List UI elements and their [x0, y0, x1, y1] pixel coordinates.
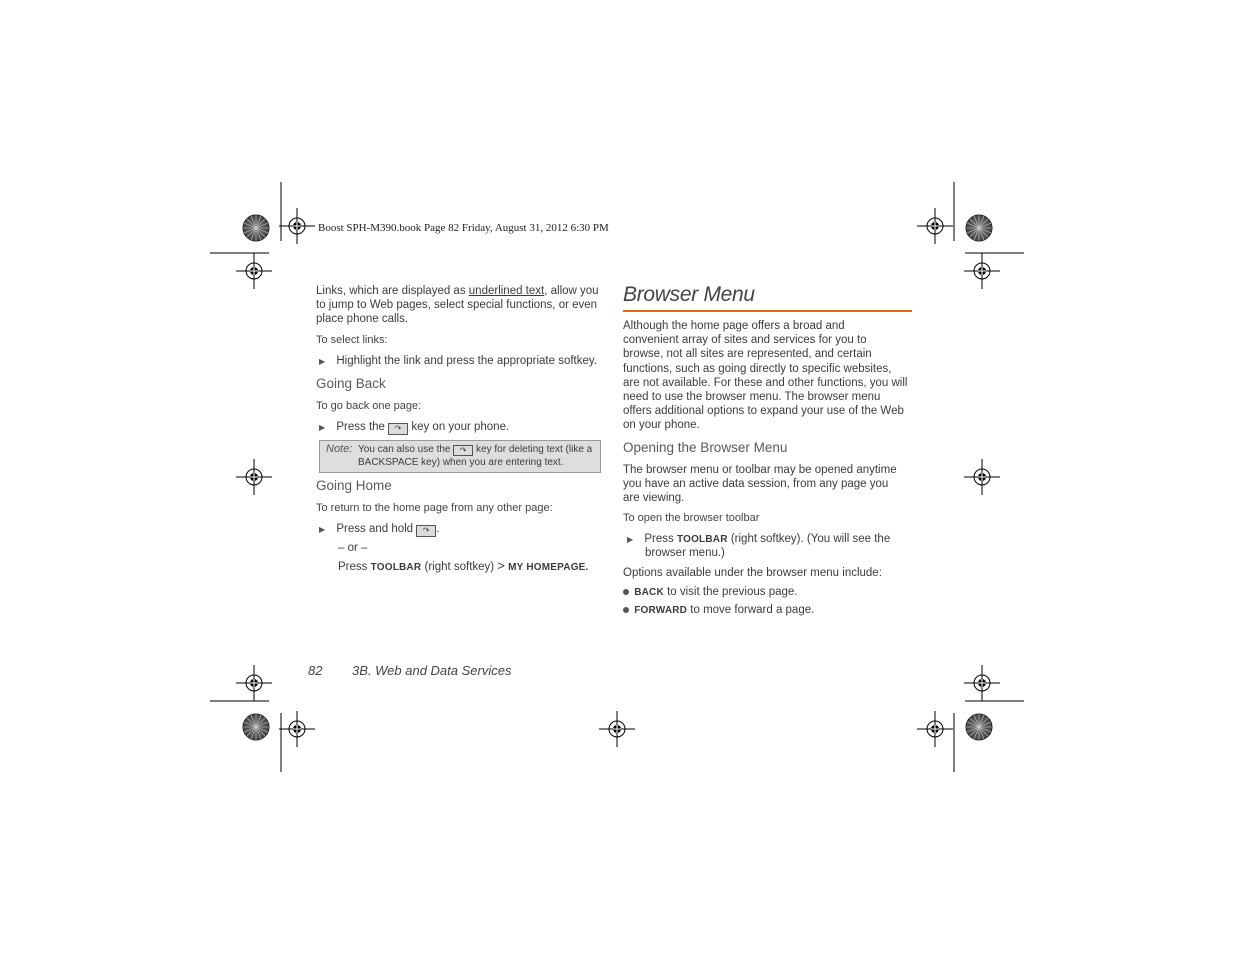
going-back-heading: Going Back: [316, 376, 386, 391]
bullet-dot-icon: [623, 589, 629, 595]
para-line: are viewing.: [623, 492, 685, 505]
opening-browser-menu-heading: Opening the Browser Menu: [623, 440, 788, 455]
note-text: [358, 444, 592, 469]
para-line: on your phone.: [623, 419, 700, 432]
para-text: , allow you: [544, 285, 599, 297]
step-text: Press: [338, 561, 368, 573]
links-paragraph: [316, 284, 606, 327]
my-homepage-label: MY HOMEPAGE.: [508, 562, 589, 573]
para-line: The browser menu or toolbar may be opened anytime: [623, 464, 897, 476]
note-text-part: key for deleting text (like a: [476, 444, 593, 455]
bullet-dot-icon: [623, 607, 629, 613]
page-number: 82: [308, 663, 323, 678]
note-box: [319, 440, 601, 473]
para-line: need to use the browser menu. The browser menu: [623, 391, 881, 404]
step-text: .: [436, 523, 440, 535]
para-line: convenient array of sites and services for you to: [623, 334, 867, 347]
triangle-bullet-icon: ▶: [627, 535, 634, 544]
para-text: place phone calls.: [316, 313, 409, 326]
back-label: BACK: [634, 587, 664, 598]
opening-paragraph: [623, 463, 915, 506]
back-key-icon: ↷: [453, 445, 473, 456]
para-line: offers additional options to expand your use of the Web: [623, 405, 904, 418]
option-text: to move forward a page.: [690, 604, 815, 616]
or-separator: – or –: [338, 542, 368, 554]
triangle-bullet-icon: ▶: [319, 423, 326, 432]
option-back: [623, 585, 798, 600]
forward-label: FORWARD: [634, 605, 688, 616]
step-text: (right softkey). (You will see the: [730, 533, 891, 545]
going-back-intro: To go back one page:: [316, 400, 422, 412]
open-toolbar-step: [627, 532, 890, 547]
step-text: Press: [644, 533, 674, 545]
going-home-intro: To return to the home page from any other page:: [316, 502, 553, 514]
back-key-icon: ↷: [388, 423, 408, 435]
page-title: Browser Menu: [623, 283, 755, 306]
note-text-part: You can also use the: [358, 444, 451, 455]
open-toolbar-intro: To open the browser toolbar: [623, 512, 760, 524]
para-text: Links, which are displayed as: [316, 285, 469, 297]
option-forward: [623, 603, 814, 618]
para-line: are not available. For these and other functions, you will: [623, 376, 908, 389]
select-step: [319, 354, 597, 369]
going-back-step: [319, 420, 509, 435]
back-key-icon: ↷: [416, 525, 436, 537]
browser-menu-paragraph: [623, 319, 915, 433]
section-title: 3B. Web and Data Services: [352, 663, 512, 678]
toolbar-label: TOOLBAR: [676, 534, 728, 545]
triangle-bullet-icon: ▶: [319, 357, 326, 366]
options-intro: Options available under the browser menu include:: [623, 567, 882, 579]
step-text: Highlight the link and press the appropriate softkey.: [336, 355, 597, 367]
para-line: Although the home page offers a broad and: [623, 320, 845, 332]
title-rule: [623, 310, 912, 312]
select-links-intro: To select links:: [316, 334, 388, 346]
toolbar-label: TOOLBAR: [370, 562, 422, 573]
step-text: Press and hold: [336, 523, 414, 535]
menu-arrow: >: [497, 558, 505, 573]
underlined-text-example: underlined text: [468, 285, 545, 297]
book-slug: Boost SPH-M390.book Page 82 Friday, August 31, 2012 6:30 PM: [318, 222, 609, 234]
step-text: Press the: [336, 421, 385, 433]
para-text: to jump to Web pages, select special functions, or even: [316, 299, 598, 312]
note-text-part: BACKSPACE key) when you are entering text.: [358, 456, 564, 468]
para-line: browse, not all sites are represented, and certain: [623, 348, 872, 361]
going-home-heading: Going Home: [316, 478, 392, 493]
para-line: you have an active data session, from any page you: [623, 478, 889, 491]
step-text: key on your phone.: [411, 421, 510, 433]
open-toolbar-step-line2: browser menu.): [645, 547, 725, 559]
toolbar-homepage-step: [338, 559, 589, 575]
going-home-step: [319, 522, 439, 537]
step-text: (right softkey): [424, 561, 495, 573]
note-label: Note:: [326, 443, 353, 455]
option-text: to visit the previous page.: [667, 586, 798, 598]
triangle-bullet-icon: ▶: [319, 525, 326, 534]
para-line: functions, such as going directly to specific websites,: [623, 362, 892, 375]
